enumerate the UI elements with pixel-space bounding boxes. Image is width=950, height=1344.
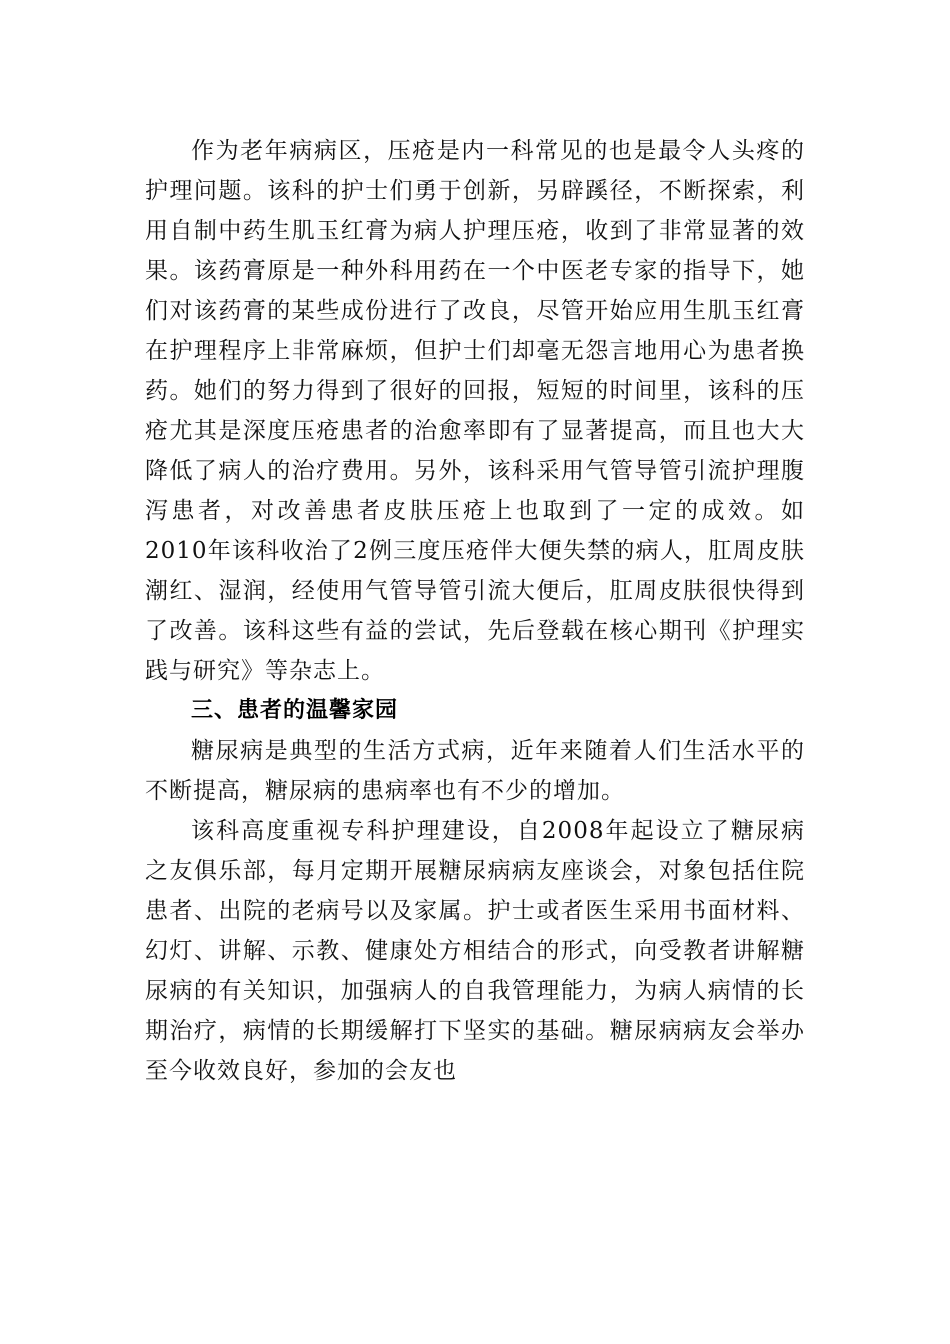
- paragraph-diabetes-club: 该科高度重视专科护理建设，自2008年起设立了糖尿病之友俱乐部，每月定期开展糖尿病病友座谈会，对象包括住院患者、出院的老病号以及家属。护士或者医生采用书面材料、幻灯、讲解、示教、健康处方相结合的形式，向受教者讲解糖尿病的有关知识，加强病人的自我管理能力，为病人病情的长期治疗，病情的长期缓解打下坚实的基础。糖尿病病友会举办至今收效良好，参加的会友也: [145, 818, 805, 1084]
- document-body: [145, 131, 805, 1091]
- paragraph-diabetes-intro: 糖尿病是典型的生活方式病，近年来随着人们生活水平的不断提高，糖尿病的患病率也有不少的增加。: [145, 738, 805, 804]
- section-heading: 三、患者的温馨家园: [191, 698, 399, 723]
- paragraph-pressure-sore-care: 作为老年病病区，压疮是内一科常见的也是最令人头疼的护理问题。该科的护士们勇于创新，另辟蹊径，不断探索，利用自制中药生肌玉红膏为病人护理压疮，收到了非常显著的效果。该药膏原是一种外科用药在一个中医老专家的指导下，她们对该药膏的某些成份进行了改良，尽管开始应用生肌玉红膏在护理程序上非常麻烦，但护士们却毫无怨言地用心为患者换药。她们的努力得到了很好的回报，短短的时间里，该科的压疮尤其是深度压疮患者的治愈率即有了显著提高，而且也大大降低了病人的治疗费用。另外，该科采用气管导管引流护理腹泻患者，对改善患者皮肤压疮上也取到了一定的成效。如2010年该科收治了2例三度压疮伴大便失禁的病人，肛周皮肤潮红、湿润，经使用气管导管引流大便后，肛周皮肤很快得到了改善。该科这些有益的尝试，先后登载在核心期刊《护理实践与研究》等杂志上。: [145, 138, 805, 684]
